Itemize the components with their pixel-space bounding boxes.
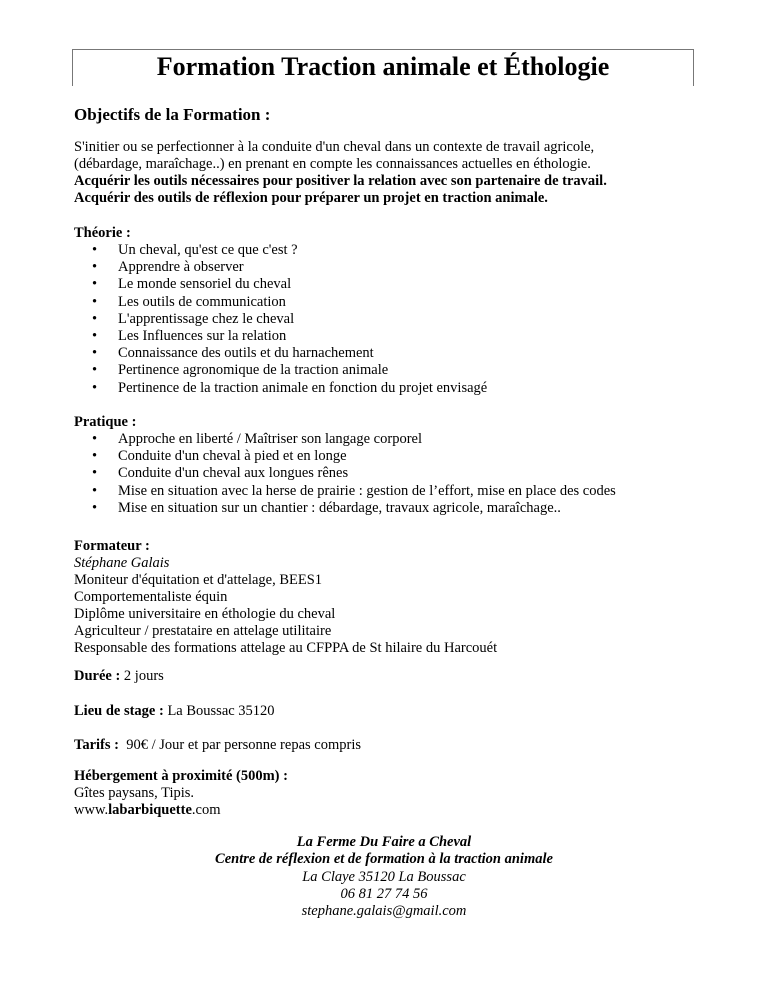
trainer-name: Stéphane Galais	[74, 555, 170, 571]
price-line	[74, 737, 714, 754]
list-item: • Les outils de communication	[74, 294, 714, 311]
trainer-line: Comportementaliste équin	[74, 589, 228, 605]
list-item: • Approche en liberté / Maîtriser son langage corporel	[74, 431, 714, 448]
trainer-line: Diplôme universitaire en éthologie du cheval	[74, 606, 336, 622]
objectives-heading: Objectifs de la Formation :	[74, 105, 271, 124]
duration-label: Durée :	[74, 668, 121, 684]
lodging-line: Gîtes paysans, Tipis.	[74, 785, 195, 801]
footer-farm-name: La Ferme Du Faire a Cheval	[296, 834, 472, 850]
list-item: • L'apprentissage chez le cheval	[74, 311, 714, 328]
list-item: • Apprendre à observer	[74, 259, 714, 276]
list-item: • Pertinence de la traction animale en fonction du projet envisagé	[74, 380, 714, 397]
price-label: Tarifs :	[74, 737, 119, 753]
objectives-line-1: S'initier ou se perfectionner à la conduite d'un cheval dans un contexte de travail agricole,	[74, 139, 595, 155]
theory-list	[74, 242, 714, 397]
footer-contact	[74, 834, 694, 920]
lodging-label: Hébergement à proximité (500m) :	[74, 768, 288, 784]
list-item: • Conduite d'un cheval à pied et en longe	[74, 448, 714, 465]
lodging-website-link[interactable]	[74, 802, 714, 819]
price-value: 90€ / Jour et par personne repas compris	[118, 737, 361, 753]
list-item: • Pertinence agronomique de la traction animale	[74, 362, 714, 379]
footer-address: La Claye 35120 La Boussac	[302, 868, 466, 885]
footer-email[interactable]: stephane.galais@gmail.com	[301, 903, 467, 920]
list-item: • Connaissance des outils et du harnachement	[74, 345, 714, 362]
list-item: • Le monde sensoriel du cheval	[74, 276, 714, 293]
trainer-section	[74, 538, 714, 657]
objectives-line-2: (débardage, maraîchage..) en prenant en compte les connaissances actuelles en éthologie.	[74, 156, 591, 172]
list-item: • Mise en situation avec la herse de prairie : gestion de l’effort, mise en place des codes	[74, 483, 714, 500]
url-bold: labarbiquette	[108, 802, 192, 818]
trainer-heading: Formateur :	[74, 538, 150, 554]
list-item: • Mise en situation sur un chantier : débardage, travaux agricole, maraîchage..	[74, 500, 714, 517]
theory-heading: Théorie :	[74, 225, 131, 241]
trainer-line: Responsable des formations attelage au CFPPA de St hilaire du Harcouét	[74, 640, 498, 656]
practice-heading: Pratique :	[74, 414, 137, 430]
list-item: • Un cheval, qu'est ce que c'est ?	[74, 242, 714, 259]
trainer-line: Moniteur d'équitation et d'attelage, BEES1	[74, 572, 323, 588]
footer-phone: 06 81 27 74 56	[340, 885, 428, 902]
objectives-line-3: Acquérir les outils nécessaires pour positiver la relation avec son partenaire de travail.	[74, 173, 607, 189]
duration-value: 2 jours	[120, 668, 164, 684]
objectives-line-4: Acquérir des outils de réflexion pour préparer un projet en traction animale.	[74, 190, 548, 206]
objectives-text	[74, 139, 714, 207]
theory-section	[74, 225, 714, 397]
practice-section	[74, 414, 714, 517]
url-suffix: .com	[191, 802, 221, 818]
list-item: • Conduite d'un cheval aux longues rênes	[74, 465, 714, 482]
duration-line	[74, 668, 714, 685]
url-prefix: www.	[74, 802, 109, 818]
location-label: Lieu de stage :	[74, 703, 164, 719]
list-item: • Les Influences sur la relation	[74, 328, 714, 345]
lodging-section	[74, 768, 714, 819]
practice-list	[74, 431, 714, 517]
location-value: La Boussac 35120	[163, 703, 275, 719]
trainer-line: Agriculteur / prestataire en attelage utilitaire	[74, 623, 332, 639]
location-line	[74, 703, 714, 720]
page-title: Formation Traction animale et Éthologie	[156, 52, 610, 81]
footer-subtitle: Centre de réflexion et de formation à la traction animale	[215, 851, 553, 868]
